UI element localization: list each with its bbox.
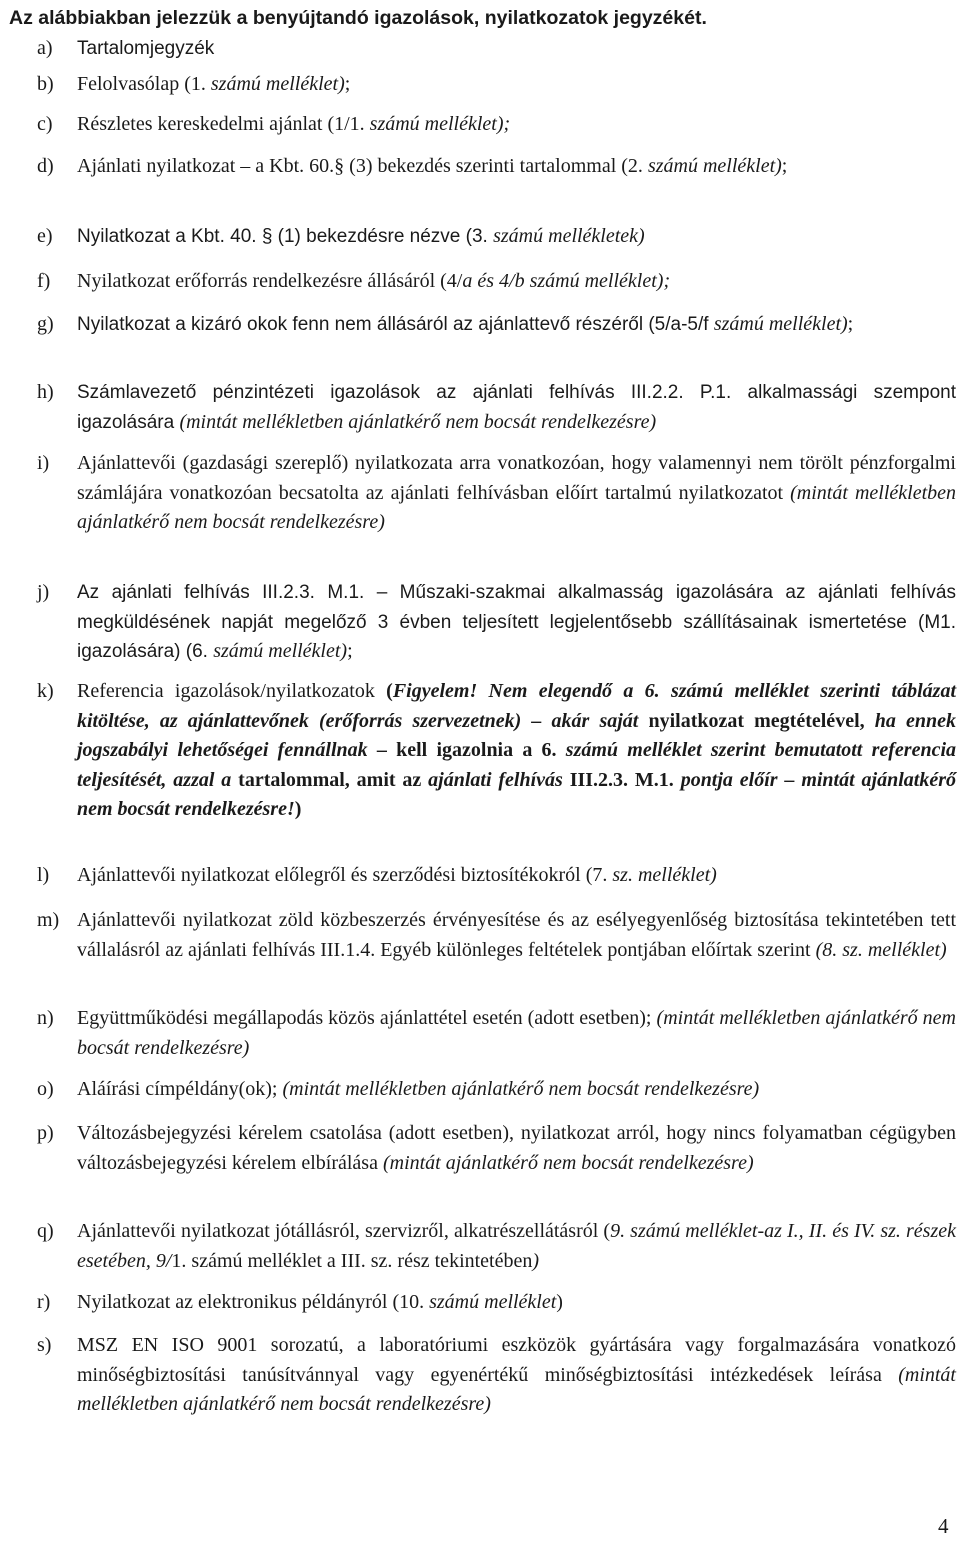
list-item-text <box>77 1075 956 1105</box>
list-item-letter: a) <box>37 37 53 59</box>
list-item-text <box>77 861 956 891</box>
text-segment: 9. számú melléklet-az I., II. és IV. sz. részek esetében, 9/ <box>77 1220 956 1272</box>
text-segment: Nyilatkozat a Kbt. 40. § (1) bekezdésre nézve (3. <box>77 226 494 247</box>
text-segment: Nyilatkozat erőforrás rendelkezésre állásáról (4/ <box>77 270 463 292</box>
text-segment: Nyilatkozat az elektronikus példányról (10. <box>77 1291 430 1313</box>
text-segment: számú melléklet); <box>369 113 511 135</box>
text-segment: Az ajánlati felhívás III.2.3. M.1. – Műszaki-szakmai alkalmasság igazolására az ajánlati felhívás megküldésének napját megelőző 3 évben teljesített legjelentősebb szállításainak ismertetése (M1. igazolására) (6. <box>77 582 956 662</box>
text-segment: ( <box>386 680 393 702</box>
text-segment: Aláírási címpéldány(ok); <box>77 1078 283 1100</box>
text-segment: pontja előír – mintát ajánlatkérő nem bocsát rendelkezésre! <box>77 768 956 820</box>
list-item-text <box>77 267 956 297</box>
text-segment: Ajánlattevői nyilatkozat jótállásról, szervizről, alkatrészellátásról ( <box>77 1220 611 1242</box>
list-item-text <box>77 1004 956 1063</box>
text-segment: Ajánlattevői nyilatkozat előlegről és szerződési biztosítékokról (7. <box>77 864 613 886</box>
text-segment: számú melléklet szerint bemutatott referencia teljesítését, azzal a <box>77 739 957 791</box>
list-item-text <box>77 70 956 100</box>
text-segment: Nyilatkozat a kizáró okok fenn nem állásáról az ajánlattevő részéről (5/a-5/f <box>77 314 714 335</box>
list-item-text <box>77 110 956 140</box>
list-item-letter: p) <box>37 1122 54 1144</box>
text-segment: számú melléklet) <box>713 313 848 335</box>
text-segment: ha ennek jogszabályi lehetőségei fennállnak <box>77 709 956 761</box>
text-segment: számú melléklet) <box>210 73 345 95</box>
page-number: 4 <box>938 1514 949 1538</box>
text-segment: Ajánlattevői nyilatkozat zöld közbeszerzés érvényesítése és az esélyegyenlőség biztosítása tekintetében tett vállalásról az ajánlati felhívás III.1.4. Egyéb különleges feltételek pontjában előírtak szerint <box>77 909 956 961</box>
list-item-text <box>77 34 956 64</box>
list-item-letter: m) <box>37 909 60 931</box>
list-item-text <box>77 152 956 182</box>
text-segment: Ajánlattevői (gazdasági szereplő) nyilatkozata arra vonatkozóan, hogy valamennyi nem törölt pénzforgalmi számlájára vonatkozóan becsatolta az ajánlati felhívásban előírt tartalmú nyilatkozatot <box>77 452 956 504</box>
text-segment: számú mellékletek) <box>493 225 645 247</box>
list-item-text <box>77 449 956 538</box>
list-item-text <box>77 1217 956 1276</box>
text-segment: (mintát mellékletben ajánlatkérő nem bocsát rendelkezésre) <box>77 481 956 533</box>
text-segment: Felolvasólap (1. <box>77 73 211 95</box>
list-item-letter: h) <box>37 381 54 403</box>
text-segment: ) <box>556 1291 563 1313</box>
text-segment: számú melléklet) <box>213 640 348 662</box>
list-item-letter: f) <box>37 270 51 292</box>
text-segment: Számlavezető pénzintézeti igazolások az ajánlati felhívás III.2.2. P.1. alkalmassági szempont igazolására <box>77 382 956 433</box>
list-item-text <box>77 906 956 965</box>
list-item-text <box>77 578 956 667</box>
text-segment: ajánlati felhívás <box>428 768 563 791</box>
list-item-letter: q) <box>37 1220 54 1242</box>
text-segment: ) <box>532 1249 540 1272</box>
text-segment: Ajánlati nyilatkozat – a Kbt. 60.§ (3) bekezdés szerinti tartalommal (2. <box>77 155 648 177</box>
text-segment: számú melléklet) <box>647 155 782 177</box>
text-segment: (mintát mellékletben ajánlatkérő nem bocsát rendelkezésre) <box>77 1007 956 1059</box>
list-item-letter: e) <box>37 225 53 247</box>
text-segment: (mintát mellékletben ajánlatkérő nem bocsát rendelkezésre) <box>179 410 657 433</box>
list-item-letter: s) <box>37 1334 52 1356</box>
text-segment: 1. számú melléklet a III. sz. rész tekintetében <box>171 1249 533 1272</box>
text-segment: ; <box>847 313 854 335</box>
text-segment: III.2.3. M.1. <box>562 768 681 791</box>
list-item-text <box>77 1288 956 1318</box>
list-item-letter: g) <box>37 313 54 335</box>
list-item-letter: i) <box>37 452 50 474</box>
text-segment: ; <box>344 73 351 95</box>
text-segment: – kell igazolnia a 6. <box>367 739 566 761</box>
text-segment: nyilatkozat megtételével, <box>648 709 875 732</box>
text-segment: ; <box>781 155 788 177</box>
text-segment: (8. sz. melléklet) <box>815 938 947 961</box>
list-item-letter: l) <box>37 864 50 886</box>
list-item-letter: b) <box>37 73 54 95</box>
list-item-text <box>77 310 956 340</box>
list-item-letter: r) <box>37 1291 51 1313</box>
list-item-text <box>77 378 956 437</box>
text-segment: számú melléklet <box>429 1291 557 1313</box>
list-item-text <box>77 677 956 825</box>
list-item-letter: j) <box>37 581 50 603</box>
text-segment: Referencia igazolások/nyilatkozatok <box>77 680 387 702</box>
text-segment: a és 4/b számú melléklet); <box>462 270 671 292</box>
text-segment: (mintát ajánlatkérő nem bocsát rendelkezésre) <box>382 1151 754 1174</box>
list-item-letter: d) <box>37 155 54 177</box>
text-segment: Változásbejegyzési kérelem csatolása (adott esetben), nyilatkozat arról, hogy nincs folyamatban cégügyben változásbejegyzési kérelem elbírálása <box>77 1122 956 1174</box>
list-item-text <box>77 1331 956 1420</box>
text-segment: MSZ EN ISO 9001 sorozatú, a laboratóriumi eszközök gyártására vagy forgalmazására vonatkozó minőségbiztosítási tanúsítvánnyal vagy egyenértékű minőségbiztosítási intézkedések leírása <box>77 1334 956 1386</box>
text-segment: (mintát mellékletben ajánlatkérő nem bocsát rendelkezésre) <box>77 1363 956 1415</box>
text-segment: (mintát mellékletben ajánlatkérő nem bocsát rendelkezésre) <box>282 1078 760 1100</box>
text-segment: sz. melléklet) <box>612 864 717 886</box>
text-segment: Tartalomjegyzék <box>77 38 215 59</box>
text-segment: ; <box>347 640 353 662</box>
list-item-letter: n) <box>37 1007 54 1029</box>
list-item-letter: o) <box>37 1078 54 1100</box>
text-segment: Együttműködési megállapodás közös ajánlattétel esetén (adott esetben); <box>77 1007 657 1029</box>
text-segment: tartalommal, amit az <box>238 768 429 791</box>
text-segment: ) <box>294 798 302 820</box>
list-item-letter: c) <box>37 113 53 135</box>
page-heading: Az alábbiakban jelezzük a benyújtandó igazolások, nyilatkozatok jegyzékét. <box>9 7 707 29</box>
text-segment: Figyelem! Nem elegendő a 6. számú melléklet szerinti táblázat kitöltése, az ajánlattevőnek (erőforrás szervezetnek) – akár saját <box>77 680 956 732</box>
list-item-text <box>77 1119 956 1178</box>
text-segment: Részletes kereskedelmi ajánlat (1/1. <box>77 113 370 135</box>
list-item-text <box>77 222 956 252</box>
list-item-letter: k) <box>37 680 54 702</box>
